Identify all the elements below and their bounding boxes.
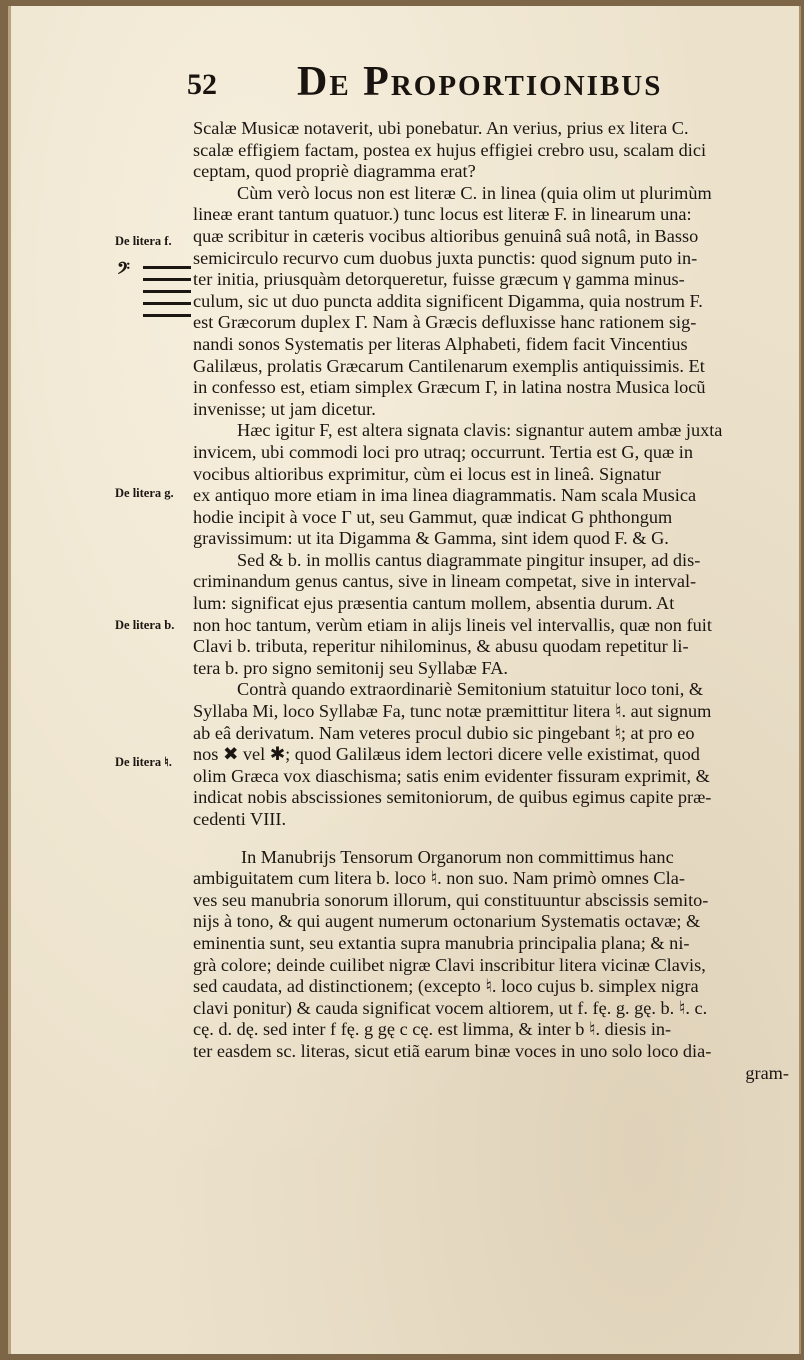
text-line: hodie incipit à voce Γ ut, seu Gammut, quæ indicat G phthongum: [193, 506, 673, 527]
text-line: non hoc tantum, verùm etiam in alijs lineis vel intervallis, quæ non fuit: [193, 614, 712, 635]
running-title: De Proportionibus: [297, 59, 663, 105]
book-page: [8, 6, 801, 1354]
main-text-block: [193, 118, 789, 1084]
text-line: Galilæus, prolatis Græcarum Cantilenarum exemplis antiquissimis. Et: [193, 355, 705, 376]
text-line: ambiguitatem cum litera b. loco ♮. non suo. Nam primò omnes Cla-: [193, 868, 685, 889]
text-line: scalæ effigiem factam, postea ex hujus effigiei crebro usu, scalam dici: [193, 139, 707, 160]
text-line: clavi ponitur) & cauda significat vocem altiorem, ut f. fę. g. gę. b. ♮. c.: [193, 997, 708, 1018]
text-line: Cùm verò locus non est literæ C. in linea (quia olim ut plurimùm: [237, 182, 712, 203]
text-line: Scalæ Musicæ notaverit, ubi ponebatur. An verius, prius ex litera C.: [193, 118, 689, 138]
text-line: invenisse; ut jam dicetur.: [193, 398, 376, 419]
text-line: in confesso est, etiam simplex Græcum Γ, in latina nostra Musica locũ: [193, 377, 706, 398]
staff-line: [143, 266, 191, 269]
staff-line: [143, 302, 191, 305]
text-line: gravissimum: ut ita Digamma & Gamma, sint idem quod F. & G.: [193, 528, 669, 549]
text-line: tera b. pro signo semitonij seu Syllabæ FA.: [193, 657, 508, 678]
text-line: semicirculo recurvo cum duobus juxta punctis: quod signum puto in-: [193, 247, 698, 268]
text-line: nos ✖ vel ✱; quod Galilæus idem lectori dicere velle existimat, quod: [193, 744, 700, 765]
text-line: vocibus altioribus exprimitur, cùm ei locus est in lineâ. Signatur: [193, 463, 661, 484]
margin-note-litera-f: De litera f.: [115, 234, 172, 248]
margin-note-litera-g: De litera g.: [115, 486, 174, 500]
text-line: In Manubrijs Tensorum Organorum non committimus hanc: [241, 846, 674, 867]
musical-staff-illustration: [115, 260, 191, 320]
text-line: culum, sic ut duo puncta addita significent Digamma, quia nostrum F.: [193, 290, 703, 311]
text-line: nijs à tono, & qui augent numerum octonarium Systematis octavæ; &: [193, 911, 701, 932]
catchword: gram-: [745, 1062, 789, 1083]
page-number: 52: [187, 68, 217, 101]
text-line: ter easdem sc. literas, sicut etiã earum binæ voces in uno solo loco dia-: [193, 1040, 712, 1061]
text-line: ceptam, quod propriè diagramma erat?: [193, 161, 476, 182]
staff-line: [143, 290, 191, 293]
text-line: invicem, ubi commodi loci pro utraq; occurrunt. Tertia est G, quæ in: [193, 441, 693, 462]
show-through-bleed: [191, 1136, 711, 1186]
text-line: nandi sonos Systematis per literas Alphabeti, fidem facit Vincentius: [193, 333, 688, 354]
text-line: criminandum genus cantus, sive in lineam competat, sive in interval-: [193, 571, 697, 592]
staff-line: [143, 278, 191, 281]
page-header: [187, 54, 787, 114]
text-line: grà colore; deinde cuilibet nigræ Clavi inscribitur litera vicinæ Clavis,: [193, 954, 706, 975]
text-line: quæ scribitur in cæteris vocibus altioribus genuinâ suâ notâ, in Basso: [193, 225, 699, 246]
text-line: lum: significat ejus præsentia cantum mollem, absentia durum. At: [193, 593, 675, 614]
text-line: olim Græca vox diaschisma; satis enim evidenter fissuram exprimit, &: [193, 765, 710, 786]
text-line: ab eâ derivatum. Nam veteres procul dubio sic pingebant ♮; at pro eo: [193, 722, 695, 743]
text-line: cedenti VIII.: [193, 809, 287, 829]
text-line: indicat nobis abscissiones semitoniorum, de quibus egimus capite præ-: [193, 787, 712, 808]
staff-line: [143, 314, 191, 317]
text-line: ter initia, priusquàm detorqueretur, fuisse græcum γ gamma minus-: [193, 269, 685, 290]
text-line: Clavi b. tributa, reperitur nihilominus, & abusu quodam repetitur li-: [193, 636, 689, 657]
text-line: cę. d. dę. sed inter f fę. g gę c cę. est limma, & inter b ♮. diesis in-: [193, 1019, 672, 1040]
text-line: sed caudata, ad distinctionem; (excepto ♮. loco cujus b. simplex nigra: [193, 976, 699, 997]
paragraph-gap: [193, 831, 789, 847]
text-line: Syllaba Mi, loco Syllabæ Fa, tunc notæ præmittitur litera ♮. aut signum: [193, 701, 712, 722]
margin-note-litera-natural: De litera ♮.: [115, 755, 172, 769]
text-line: Hæc igitur F, est altera signata clavis: signantur autem ambæ juxta: [237, 420, 723, 441]
text-line: Sed & b. in mollis cantus diagrammate pingitur insuper, ad dis-: [237, 549, 701, 570]
text-line: Contrà quando extraordinariè Semitonium statuitur loco toni, &: [237, 679, 704, 700]
margin-note-litera-b: De litera b.: [115, 618, 175, 632]
bass-clef-icon: 𝄢: [117, 260, 130, 282]
text-line: lineæ erant tantum quatuor.) tunc locus est literæ F. in linearum una:: [193, 204, 692, 225]
text-line: ves seu manubria sonorum illorum, qui constituuntur abscissis semito-: [193, 889, 709, 910]
text-line: eminentia sunt, seu extantia supra manubria principalia plana; & ni-: [193, 932, 690, 953]
text-line: est Græcorum duplex Γ. Nam à Græcis defluxisse hanc rationem sig-: [193, 312, 697, 333]
text-line: ex antiquo more etiam in ima linea diagrammatis. Nam scala Musica: [193, 485, 697, 506]
